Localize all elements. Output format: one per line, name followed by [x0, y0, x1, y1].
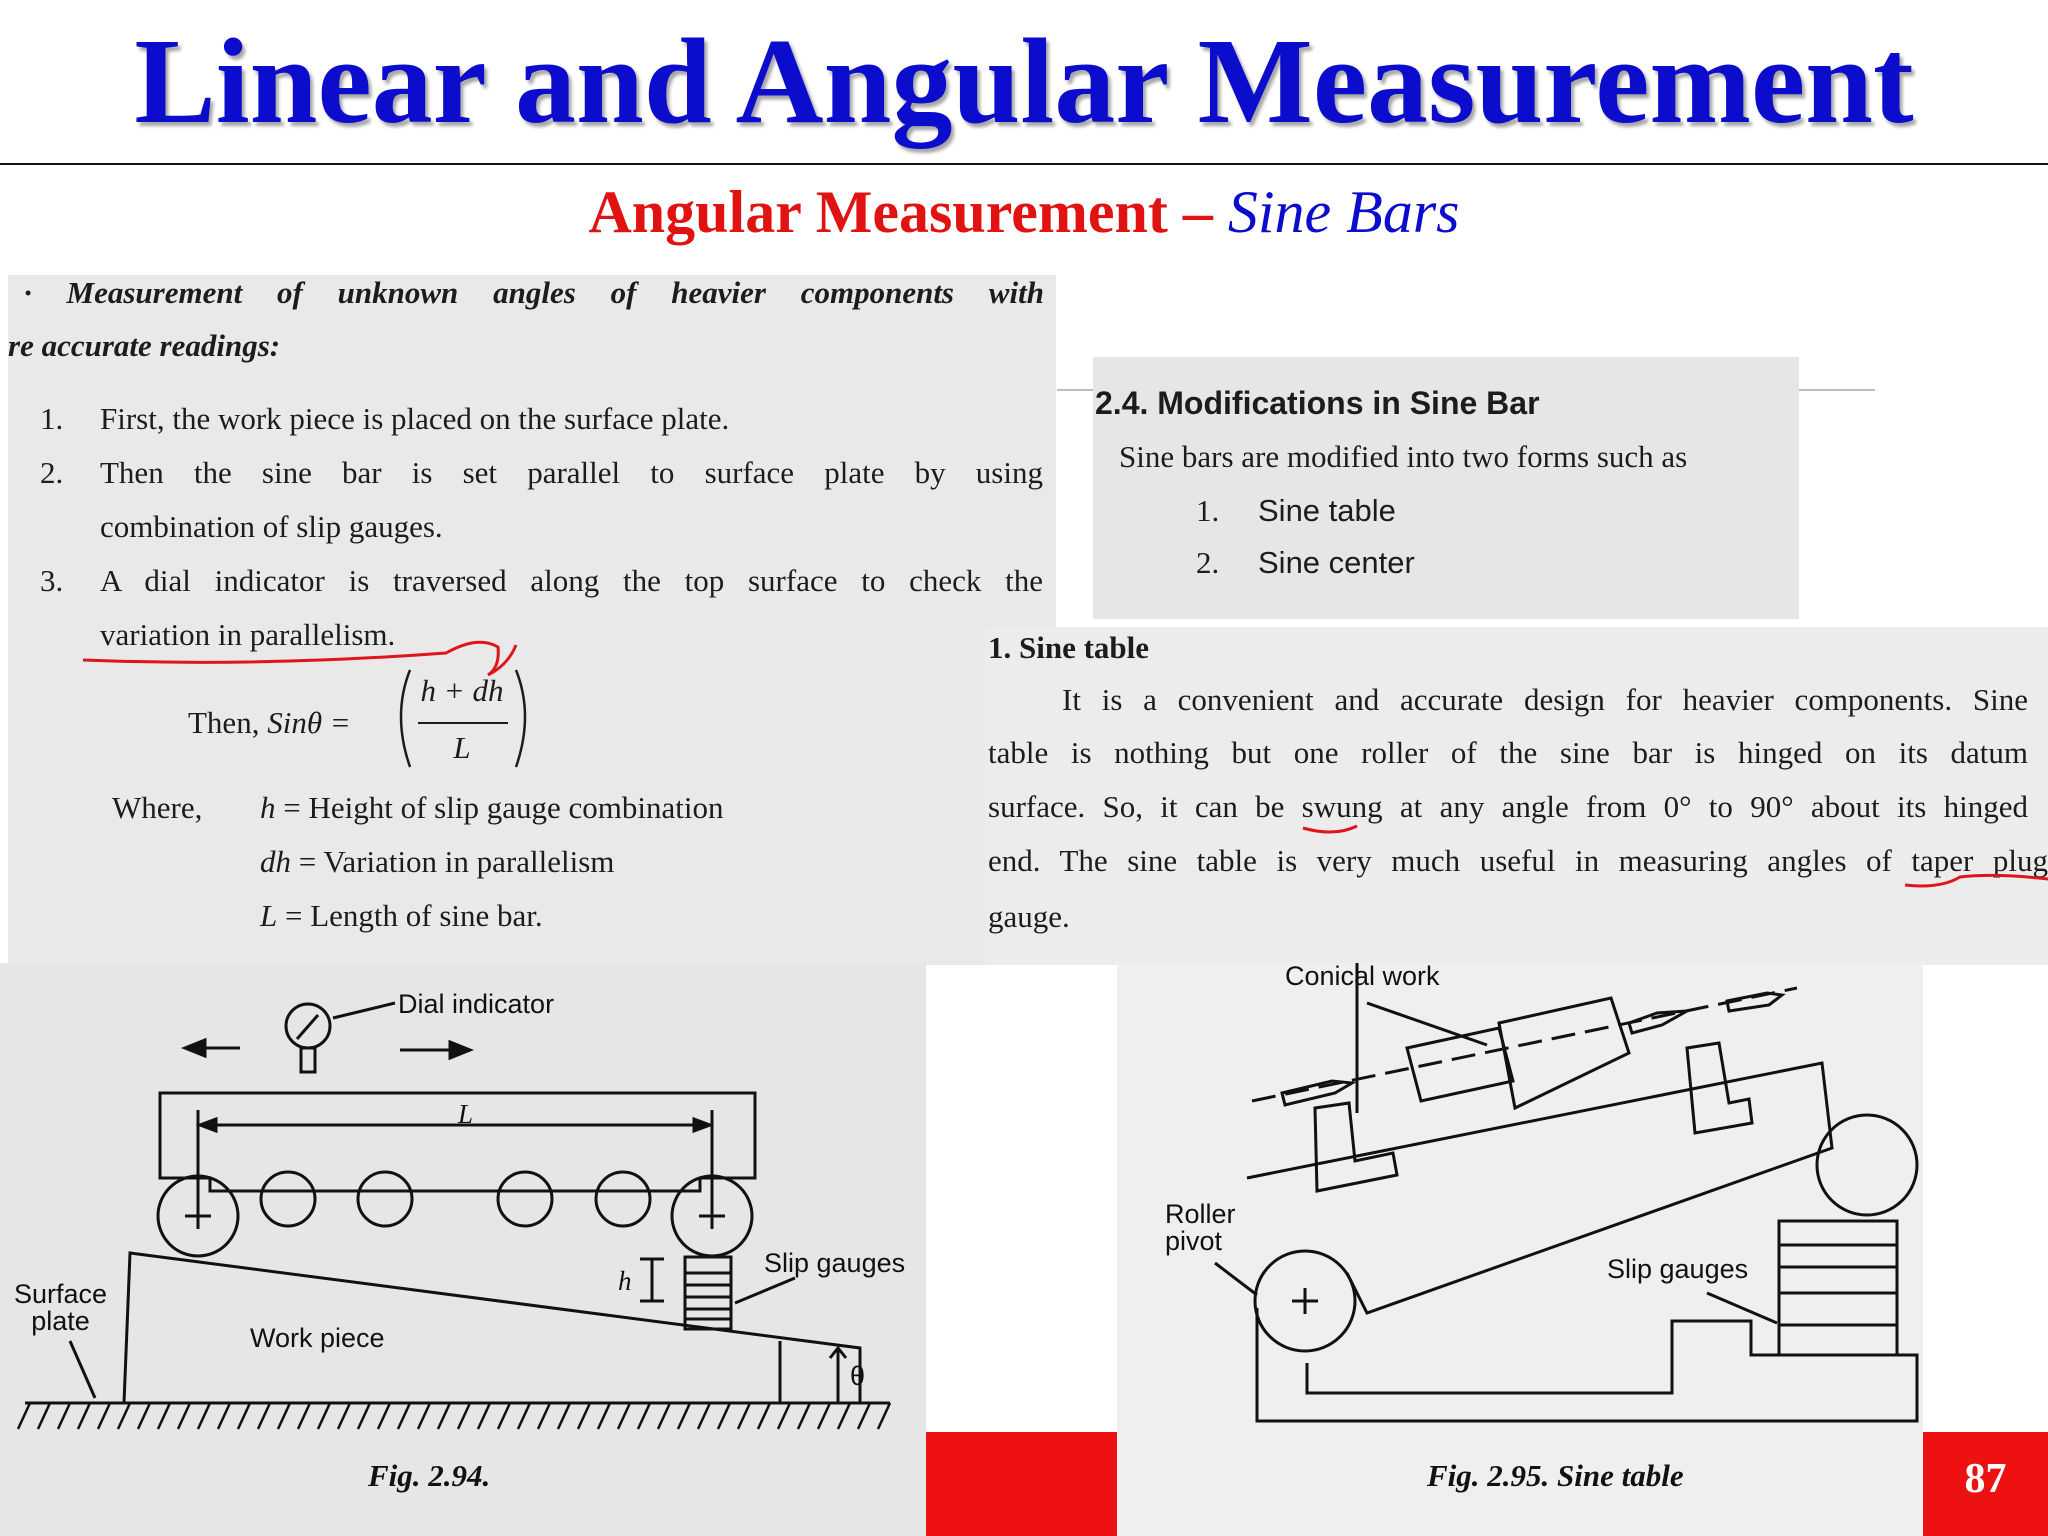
label-slip-gauges: Slip gauges	[764, 1248, 906, 1278]
step-text: variation in parallelism.	[100, 617, 396, 652]
label-length: L	[458, 1099, 474, 1129]
where-label: Where,	[112, 790, 203, 825]
page-number: 87	[1964, 1456, 2007, 1502]
where-symbol: h	[260, 790, 276, 825]
figure-caption: Fig. 2.95. Sine table	[1427, 1458, 1684, 1493]
sine-table-annotations	[985, 627, 2048, 965]
modifications-heading: 2.4. Modifications in Sine Bar	[1095, 385, 1540, 421]
modifications-intro: Sine bars are modified into two forms such as	[1119, 439, 1688, 474]
heading-word: with	[988, 275, 1044, 310]
label-surface-plate: Surface plate	[14, 1279, 108, 1336]
step-number: 3.	[40, 563, 64, 598]
label-slip-gauges: Slip gauges	[1607, 1254, 1749, 1284]
heading-word: of	[277, 275, 303, 310]
heading-bullet: ·	[24, 275, 32, 310]
label-theta: θ	[850, 1361, 866, 1391]
label-conical-work: Conical work	[1285, 961, 1440, 991]
subtitle-main: Angular Measurement –	[588, 179, 1228, 245]
heading-word: components	[800, 275, 954, 310]
heading-word: Measurement	[66, 275, 243, 310]
figure-sine-table	[1117, 963, 1923, 1536]
title-divider	[0, 163, 2048, 165]
list-number: 1.	[1196, 493, 1220, 528]
list-number: 2.	[1196, 545, 1220, 580]
where-desc: = Height of slip gauge combination	[275, 790, 724, 825]
formula-lhs: Sinθ =	[267, 705, 351, 740]
slide-subtitle	[0, 178, 2048, 247]
modifications-panel	[1093, 357, 1799, 619]
step-number: 1.	[40, 401, 64, 436]
heading-word: angles	[493, 275, 576, 310]
list-item: Sine center	[1258, 545, 1415, 580]
formula-denominator: L	[453, 730, 471, 765]
step-text: First, the work piece is placed on the surface plate.	[100, 401, 730, 436]
where-desc: = Length of sine bar.	[277, 898, 543, 933]
label-dial-indicator: Dial indicator	[398, 989, 555, 1019]
sine-table-diagram	[1117, 963, 1923, 1536]
paragraph-line: gauge.	[988, 899, 1070, 934]
procedure-heading-line2: re accurate readings:	[8, 328, 281, 363]
heading-word: of	[610, 275, 637, 310]
label-roller-pivot: Roller pivot	[1165, 1199, 1236, 1256]
subtitle-topic: Sine Bars	[1227, 179, 1460, 245]
ground-hatching	[18, 1403, 890, 1429]
slide-title: Linear and Angular Measurement	[134, 14, 1914, 149]
figure-sine-bar	[0, 963, 926, 1536]
formula-numerator: h + dh	[420, 673, 504, 708]
procedure-annotations	[8, 275, 1056, 965]
procedure-panel	[8, 275, 1056, 965]
heading-word: unknown	[337, 275, 459, 310]
paragraph-line: surface. So, it can be swung at any angle from 0° to 90° about its hinged	[988, 789, 2028, 824]
step-text: combination of slip gauges.	[100, 509, 443, 544]
where-symbol: dh	[260, 844, 291, 879]
step-text: Then the sine bar is set parallel to surface plate by using	[100, 455, 1043, 490]
label-work-piece: Work piece	[250, 1323, 385, 1353]
sine-table-panel	[985, 627, 2048, 965]
paragraph-line: table is nothing but one roller of the sine bar is hinged on its datum	[988, 735, 2028, 770]
paragraph-line: It is a convenient and accurate design for heavier components. Sine	[1062, 682, 2028, 717]
formula-prefix: Then,	[188, 705, 268, 740]
where-desc: = Variation in parallelism	[291, 844, 615, 879]
where-symbol: L	[260, 898, 278, 933]
step-number: 2.	[40, 455, 64, 490]
figure-caption: Fig. 2.94.	[368, 1458, 491, 1493]
sine-table-heading: 1. Sine table	[988, 630, 1150, 665]
heading-word: heavier	[671, 275, 766, 310]
label-h: h	[618, 1266, 632, 1296]
step-text: A dial indicator is traversed along the top surface to check the	[100, 563, 1043, 598]
paragraph-line: end. The sine table is very much useful in measuring angles of taper plug	[988, 843, 2048, 878]
decor-line	[1799, 389, 1875, 391]
decor-line	[1057, 389, 1093, 391]
list-item: Sine table	[1258, 493, 1396, 528]
